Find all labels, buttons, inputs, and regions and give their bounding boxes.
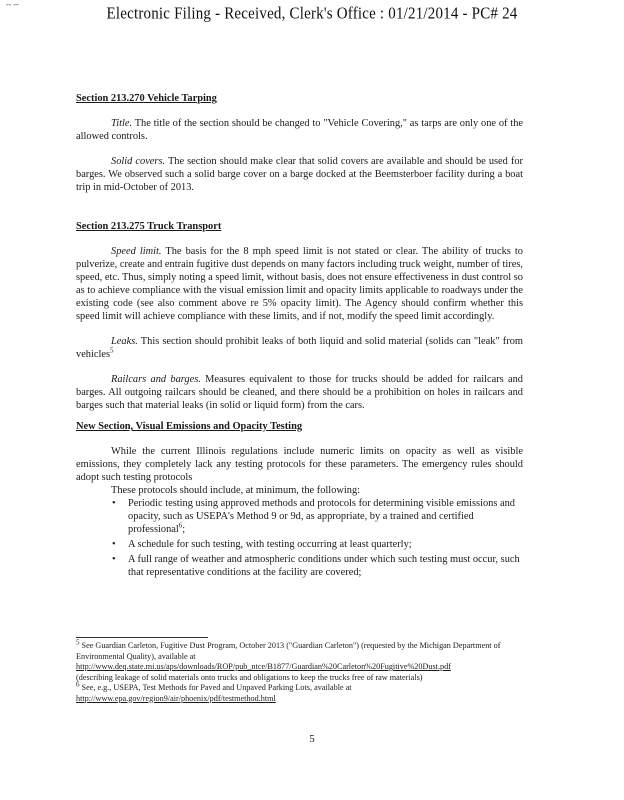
paragraph-speed-limit: [76, 245, 523, 323]
paragraph-text: Measures equivalent to those for trucks should be added for railcars and barges. All outgoing railcars should be cleaned, and there should be a prohibition on holes in railcars and barges such that material leaks (in solid or liquid form) from the cars.: [76, 374, 523, 411]
paragraph-title: [76, 117, 523, 143]
footnote-ref-6[interactable]: 6: [178, 521, 183, 530]
paragraph-railcars: [76, 373, 523, 412]
paragraph-testing: While the current Illinois regulations include numeric limits on opacity as well as visible emissions, they completely lack any testing protocols for these parameters. The emergency rules should adopt such testing protocols: [76, 446, 523, 483]
corner-scan-mark: -- --: [6, 0, 19, 9]
paragraph-leaks: [76, 335, 523, 361]
footnote-5-link[interactable]: http://www.deq.state.mi.us/aps/downloads/ROP/pub_ntce/B1877/Guardian%20Carleton%20Fugitive%20Dust.pdf: [76, 662, 451, 671]
paragraph-text: The basis for the 8 mph speed limit is not stated or clear. The ability of trucks to pulverize, create and entrain fugitive dust depends on many factors including truck weight, number of tires, speed, etc. Thus, simply noting a speed limit, without basis, does not ensure effectiveness in dust control so as to achieve compliance with the visual emission limit and opacity limits applicable to roadways under the existing code (see also comment above re 5% opacity limit). The Agency should confirm whether this speed limit will achieve compliance with these limits, and if not, modify the speed limit accordingly.: [76, 246, 523, 322]
lead-railcars: Railcars and barges.: [111, 374, 201, 385]
footnote-5: $^5$ See Guardian Carleton, Fugitive Dust Program, October 2013 ("Guardian Carleton") (requested by the Michigan Department of Environmental Quality), available at http://www.deq.state.mi.us/aps/downloads/ROP/pub_ntce/B1877/Guardian%20Carleton%20Fugitive%20Dust.pdf (describing leakage of solid materials onto trucks and obligations to keep the trucks free of raw materials): [76, 638, 501, 682]
bullet-icon: •: [112, 498, 116, 509]
lead-speed-limit: Speed limit.: [111, 246, 162, 257]
lead-title: Title.: [111, 118, 133, 129]
footnote-6-link[interactable]: http://www.epa.gov/region9/air/phoenix/pdf/testmethod.html: [76, 693, 276, 703]
protocol-list: [76, 497, 523, 579]
page-number: 5: [309, 733, 315, 745]
section-heading-tarping: Section 213.270 Vehicle Tarping: [76, 93, 217, 104]
document-body: [76, 92, 523, 581]
paragraph-text: The title of the section should be changed to "Vehicle Covering," as tarps are only one of the allowed controls.: [76, 118, 523, 142]
bullet-icon: •: [112, 539, 116, 550]
list-item: • A schedule for such testing, with testing occurring at least quarterly;: [112, 539, 412, 550]
footnote-divider: [76, 637, 208, 638]
section-heading-testing: New Section, Visual Emissions and Opacity Testing: [76, 421, 303, 432]
lead-solid-covers: Solid covers.: [111, 156, 166, 167]
paragraph-text: The section should make clear that solid covers are available and should be used for barges. We observed such a solid barge cover on a barge docked at the Beemsterboer facility during a boat trip in mid-October of 2013.: [76, 156, 523, 193]
footnote-6: $^6$ See, e.g., USEPA, Test Methods for Paved and Unpaved Parking Lots, available at http://www.epa.gov/region9/air/phoenix/pdf/testmethod.html: [76, 680, 352, 703]
section-heading-truck: Section 213.275 Truck Transport: [76, 221, 222, 232]
paragraph-solid-covers: [76, 155, 523, 194]
bullet-icon: •: [112, 554, 116, 565]
list-item: • Periodic testing using approved methods and protocols for determining visible emissions and opacity, such as USEPA's Method 9 or 9d, as appropriate, by a trained and certified professional$^6$;: [112, 498, 515, 535]
lead-leaks: Leaks.: [111, 336, 138, 347]
paragraph-text: This section should prohibit leaks of both liquid and solid material (solids can "leak" from vehicles: [76, 336, 523, 360]
filing-stamp-header: Electronic Filing - Received, Clerk's Office : 01/21/2014 - PC# 24: [106, 4, 518, 24]
list-item: • A full range of weather and atmospheric conditions under which such testing must occur, such that representative conditions at the facility are covered;: [112, 554, 520, 578]
footnotes: [76, 637, 523, 704]
protocols-intro: These protocols should include, at minimum, the following:: [111, 485, 361, 496]
footnote-ref-5[interactable]: 5: [110, 346, 114, 355]
